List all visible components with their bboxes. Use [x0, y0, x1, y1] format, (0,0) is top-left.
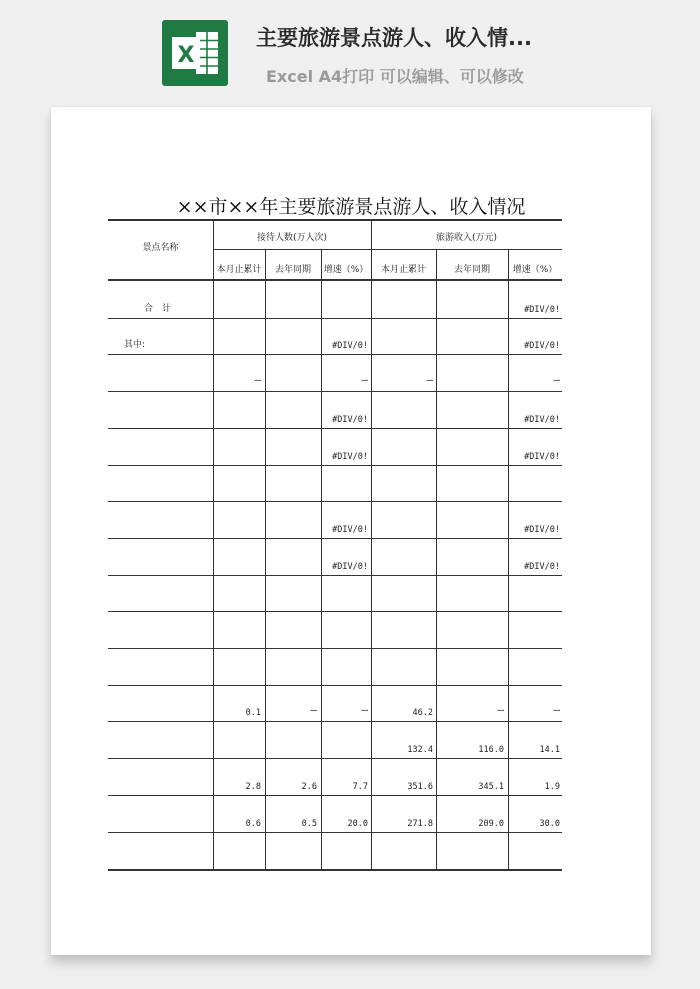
row-rule [108, 465, 562, 466]
cell-i1: 351.6 [407, 782, 433, 792]
col-header-visitors-growth: 增速（%） [323, 265, 369, 275]
cell-i2: 116.0 [478, 745, 504, 755]
svg-text:X: X [177, 43, 195, 68]
document-page [51, 107, 651, 955]
row-rule [108, 721, 562, 722]
excel-icon [162, 20, 228, 86]
col-header-income-ytd: 本月止累计 [380, 265, 426, 275]
header-bottom-rule [108, 279, 562, 281]
cell-v2: — [310, 703, 317, 716]
cell-v3: — [361, 703, 368, 716]
cell-i1: — [426, 373, 433, 386]
cell-v3: #DIV/0! [332, 525, 368, 535]
cell-v3: #DIV/0! [332, 562, 368, 572]
row-rule [108, 685, 562, 686]
cell-v3: 20.0 [347, 819, 368, 829]
preview-header [0, 0, 700, 100]
cell-i3: — [553, 703, 560, 716]
row-rule [108, 611, 562, 612]
statistics-table [108, 219, 562, 871]
cell-v1: — [254, 373, 261, 386]
row-name: 其中: [124, 340, 146, 350]
cell-i1: 132.4 [407, 745, 433, 755]
cell-v3: — [361, 373, 368, 386]
row-rule [108, 428, 562, 429]
cell-i1: 46.2 [412, 708, 433, 718]
col-header-visitors-last-year: 去年同期 [274, 265, 311, 275]
col-header-income: 旅游收入(万元) [435, 233, 498, 243]
row-rule [108, 538, 562, 539]
cell-i2: 345.1 [478, 782, 504, 792]
cell-i3: #DIV/0! [524, 452, 560, 462]
col-header-visitors-ytd: 本月止累计 [216, 265, 262, 275]
cell-v1: 0.6 [245, 819, 261, 829]
cell-v3: #DIV/0! [332, 415, 368, 425]
cell-i3: — [553, 373, 560, 386]
col-header-income-growth: 增速（%） [512, 265, 558, 275]
cell-i3: #DIV/0! [524, 305, 560, 315]
row-rule [108, 758, 562, 759]
cell-i2: — [497, 703, 504, 716]
cell-v3: #DIV/0! [332, 452, 368, 462]
cell-i3: #DIV/0! [524, 562, 560, 572]
row-rule [108, 318, 562, 319]
file-title: 主要旅游景点游人、收入情... [256, 26, 532, 50]
col-header-income-last-year: 去年同期 [453, 265, 490, 275]
row-rule [108, 501, 562, 502]
col-header-name: 景点名称 [142, 243, 179, 253]
cell-i3: #DIV/0! [524, 525, 560, 535]
row-rule [108, 648, 562, 649]
cell-v2: 2.6 [301, 782, 317, 792]
cell-i3: #DIV/0! [524, 415, 560, 425]
cell-i3: 1.9 [544, 782, 560, 792]
vrule [436, 249, 437, 869]
cell-v3: 7.7 [352, 782, 368, 792]
file-subtitle: Excel A4打印 可以编辑、可以修改 [266, 67, 524, 86]
cell-v2: 0.5 [301, 819, 317, 829]
cell-i1: 271.8 [407, 819, 433, 829]
row-rule [108, 575, 562, 576]
table-bottom-rule [108, 869, 562, 871]
cell-v1: 2.8 [245, 782, 261, 792]
row-rule [108, 795, 562, 796]
col-header-visitors: 接待人数(万人次) [256, 233, 328, 243]
row-rule [108, 832, 562, 833]
table-top-rule [108, 219, 562, 221]
cell-v1: 0.1 [245, 708, 261, 718]
vrule [265, 249, 266, 869]
cell-i2: 209.0 [478, 819, 504, 829]
row-rule [108, 391, 562, 392]
cell-i3: 30.0 [539, 819, 560, 829]
cell-v3: #DIV/0! [332, 341, 368, 351]
row-rule [108, 354, 562, 355]
cell-i3: 14.1 [539, 745, 560, 755]
document-title: ××市××年主要旅游景点游人、收入情况 [176, 196, 526, 218]
row-name: 合 计 [144, 304, 172, 314]
cell-i3: #DIV/0! [524, 341, 560, 351]
